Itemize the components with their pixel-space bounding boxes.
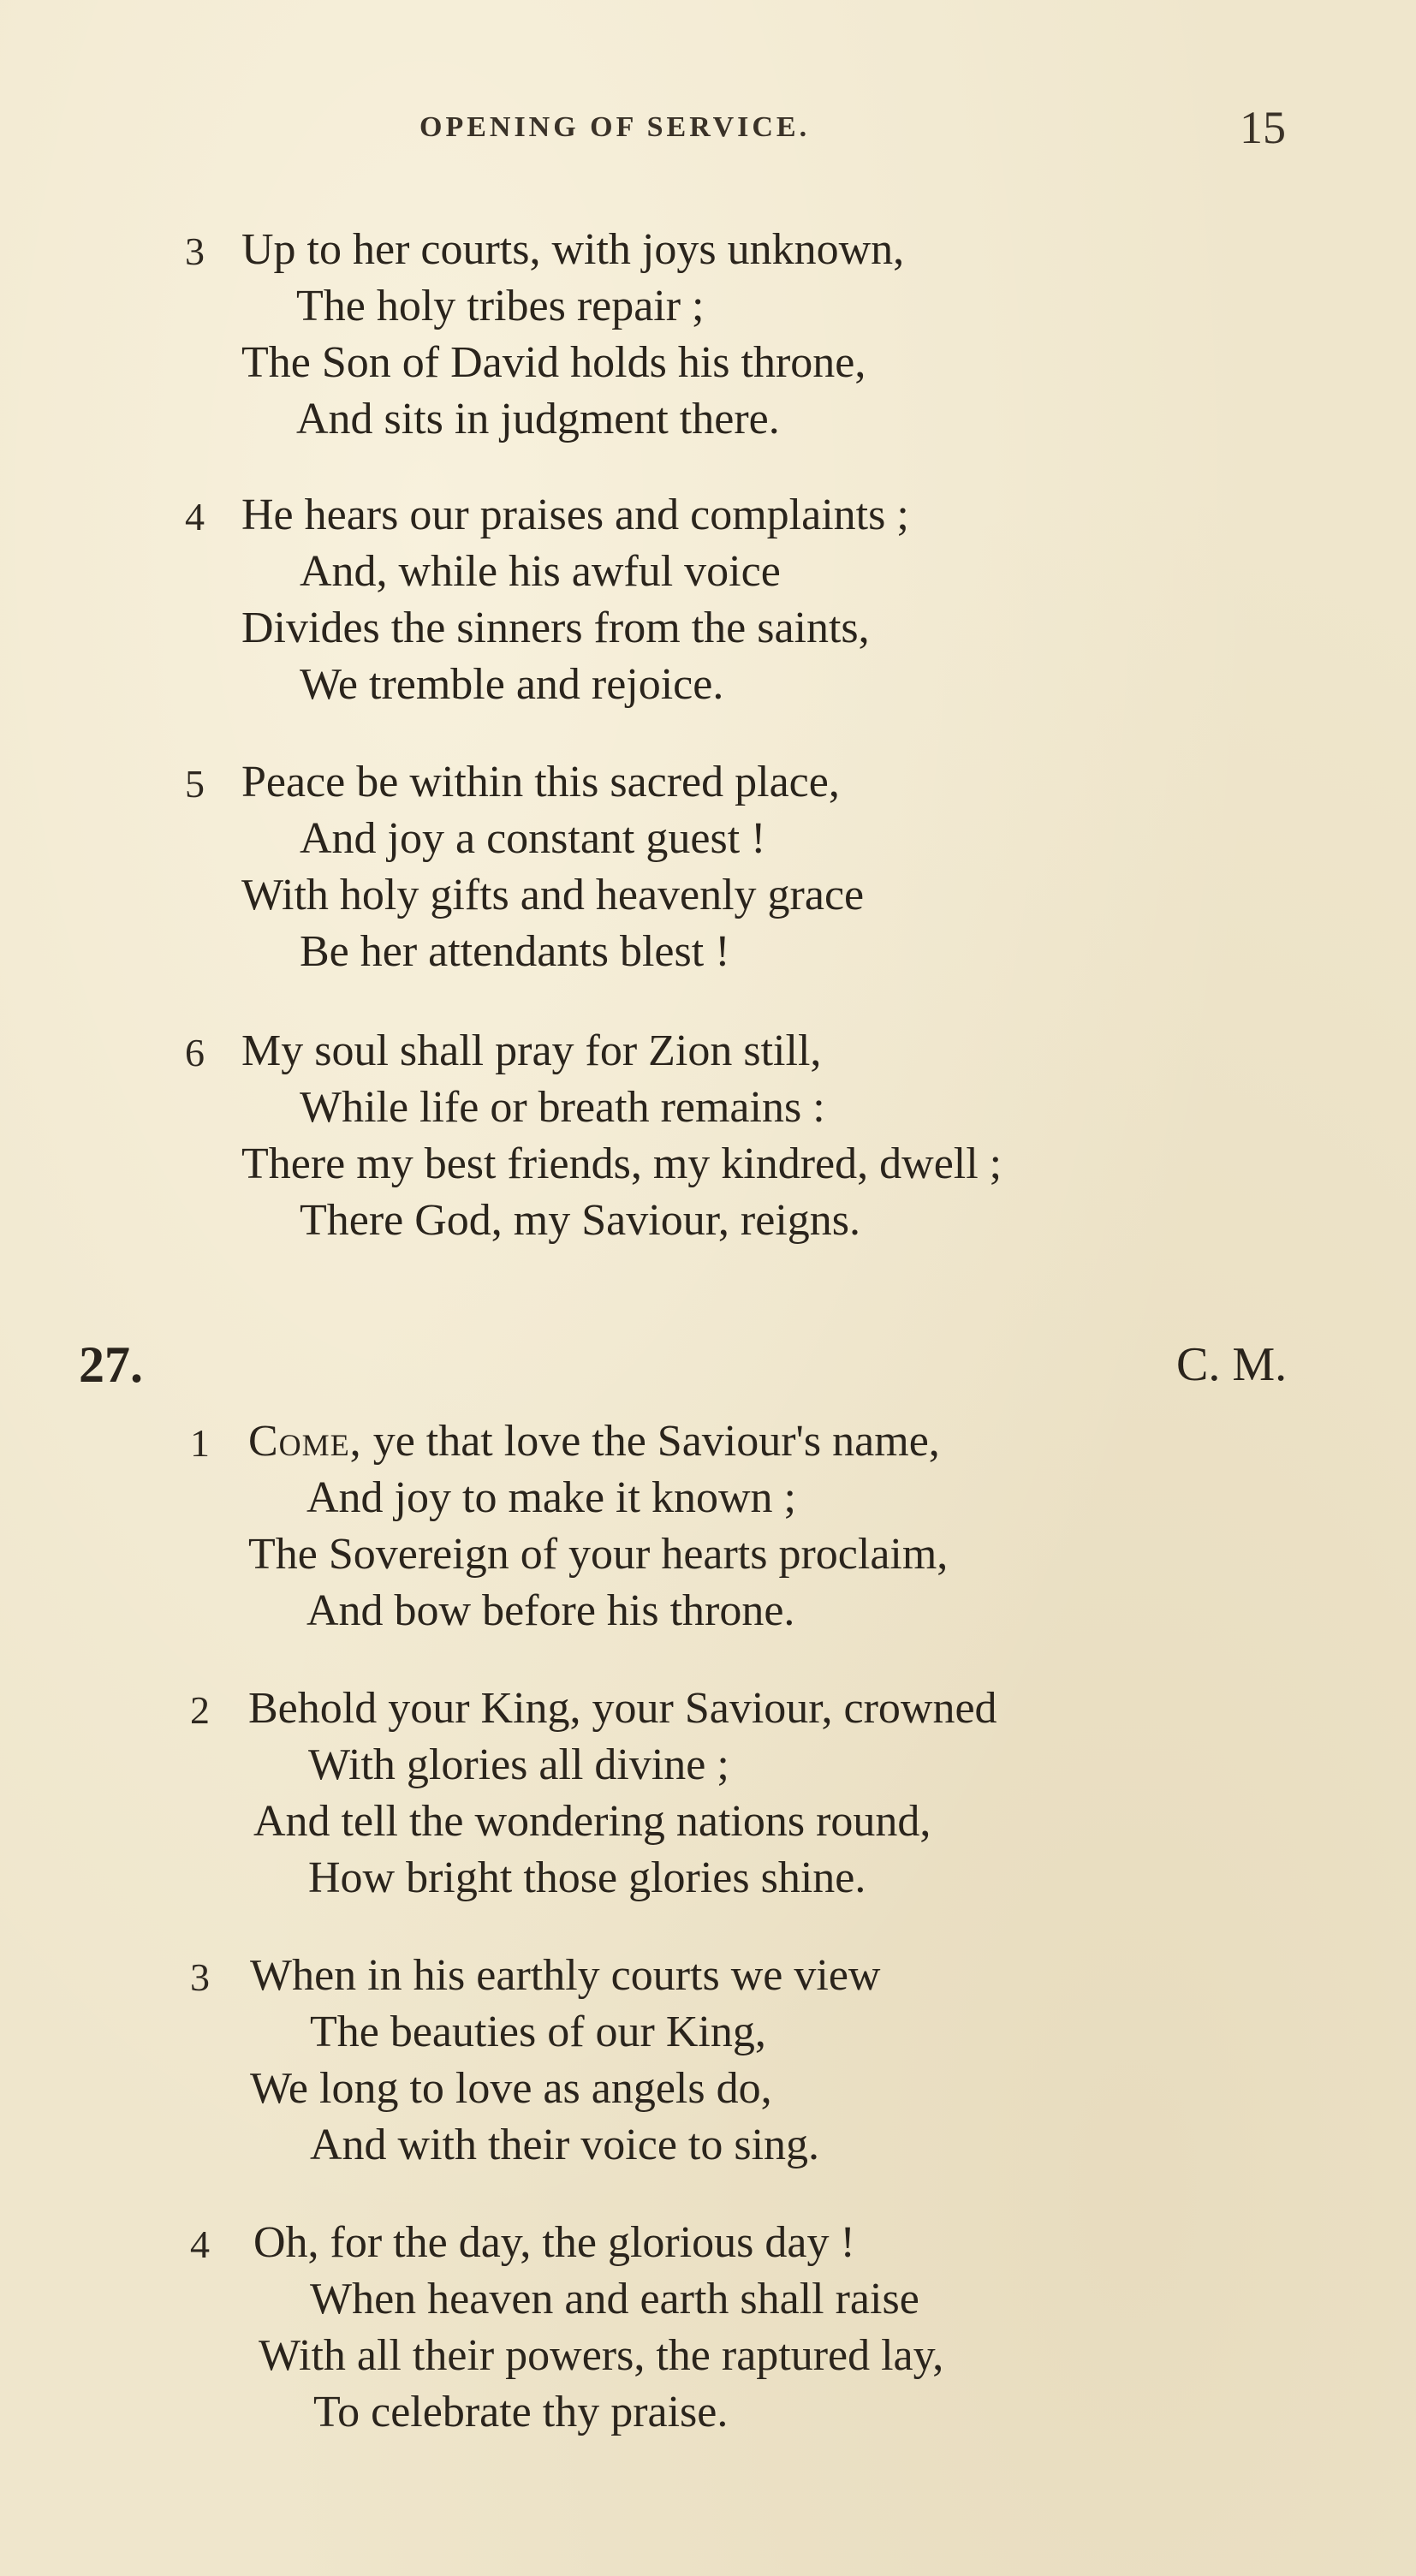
running-title: OPENING OF SERVICE.	[419, 111, 811, 143]
first-line-rest: ye that love the Saviour's name,	[361, 1417, 940, 1466]
verse-line: And bow before his throne.	[306, 1586, 795, 1635]
stanza-number: 5	[185, 762, 205, 806]
verse-line	[248, 1414, 940, 1469]
verse-line: And tell the wondering nations round,	[253, 1797, 931, 1846]
verse-line: Up to her courts, with joys unknown,	[241, 225, 905, 274]
verse-line: While life or breath remains :	[300, 1083, 825, 1132]
verse-line: Be her attendants blest !	[300, 927, 730, 976]
verse-line: The holy tribes repair ;	[296, 282, 705, 330]
verse-line: And, while his awful voice	[300, 547, 781, 596]
page-number: 15	[1240, 102, 1286, 153]
hymn-number: 27.	[79, 1336, 143, 1393]
first-word: Come,	[248, 1417, 362, 1466]
stanza-number: 1	[190, 1421, 210, 1465]
verse-line: And sits in judgment there.	[296, 395, 780, 443]
stanza-number: 2	[190, 1688, 210, 1732]
verse-line: With all their powers, the raptured lay,	[259, 2331, 944, 2380]
verse-line: To celebrate thy praise.	[313, 2388, 729, 2436]
verse-line: When heaven and earth shall raise	[310, 2275, 919, 2323]
verse-line: Peace be within this sacred place,	[241, 758, 840, 806]
verse-line: The Son of David holds his throne,	[241, 338, 866, 387]
verse-line: Oh, for the day, the glorious day !	[253, 2218, 855, 2267]
verse-line: The beauties of our King,	[310, 2008, 766, 2056]
stanza-number: 3	[185, 229, 205, 273]
stanza-number: 3	[190, 1955, 210, 1999]
verse-line: And joy to make it known ;	[306, 1473, 796, 1522]
stanza-number: 4	[185, 495, 205, 538]
stanza-number: 4	[190, 2222, 210, 2266]
verse-line: We long to love as angels do,	[250, 2064, 772, 2113]
verse-line: And with their voice to sing.	[310, 2121, 820, 2169]
verse-line: There God, my Saviour, reigns.	[300, 1196, 861, 1245]
hymn-meter: C. M.	[1176, 1338, 1288, 1391]
verse-line: There my best friends, my kindred, dwell ;	[241, 1139, 1003, 1188]
verse-line: We tremble and rejoice.	[300, 660, 724, 709]
verse-line: Divides the sinners from the saints,	[241, 604, 870, 652]
running-head	[0, 101, 1416, 152]
verse-line: The Sovereign of your hearts proclaim,	[248, 1530, 949, 1579]
verse-line: My soul shall pray for Zion still,	[241, 1026, 822, 1075]
stanza-number: 6	[185, 1031, 205, 1074]
verse-line: How bright those glories shine.	[308, 1853, 866, 1902]
verse-line: Behold your King, your Saviour, crowned	[248, 1684, 997, 1733]
verse-line: He hears our praises and complaints ;	[241, 491, 909, 539]
verse-line: When in his earthly courts we view	[250, 1951, 881, 2000]
verse-line: And joy a constant guest !	[300, 814, 766, 863]
verse-line: With holy gifts and heavenly grace	[241, 871, 865, 919]
verse-line: With glories all divine ;	[308, 1740, 729, 1789]
